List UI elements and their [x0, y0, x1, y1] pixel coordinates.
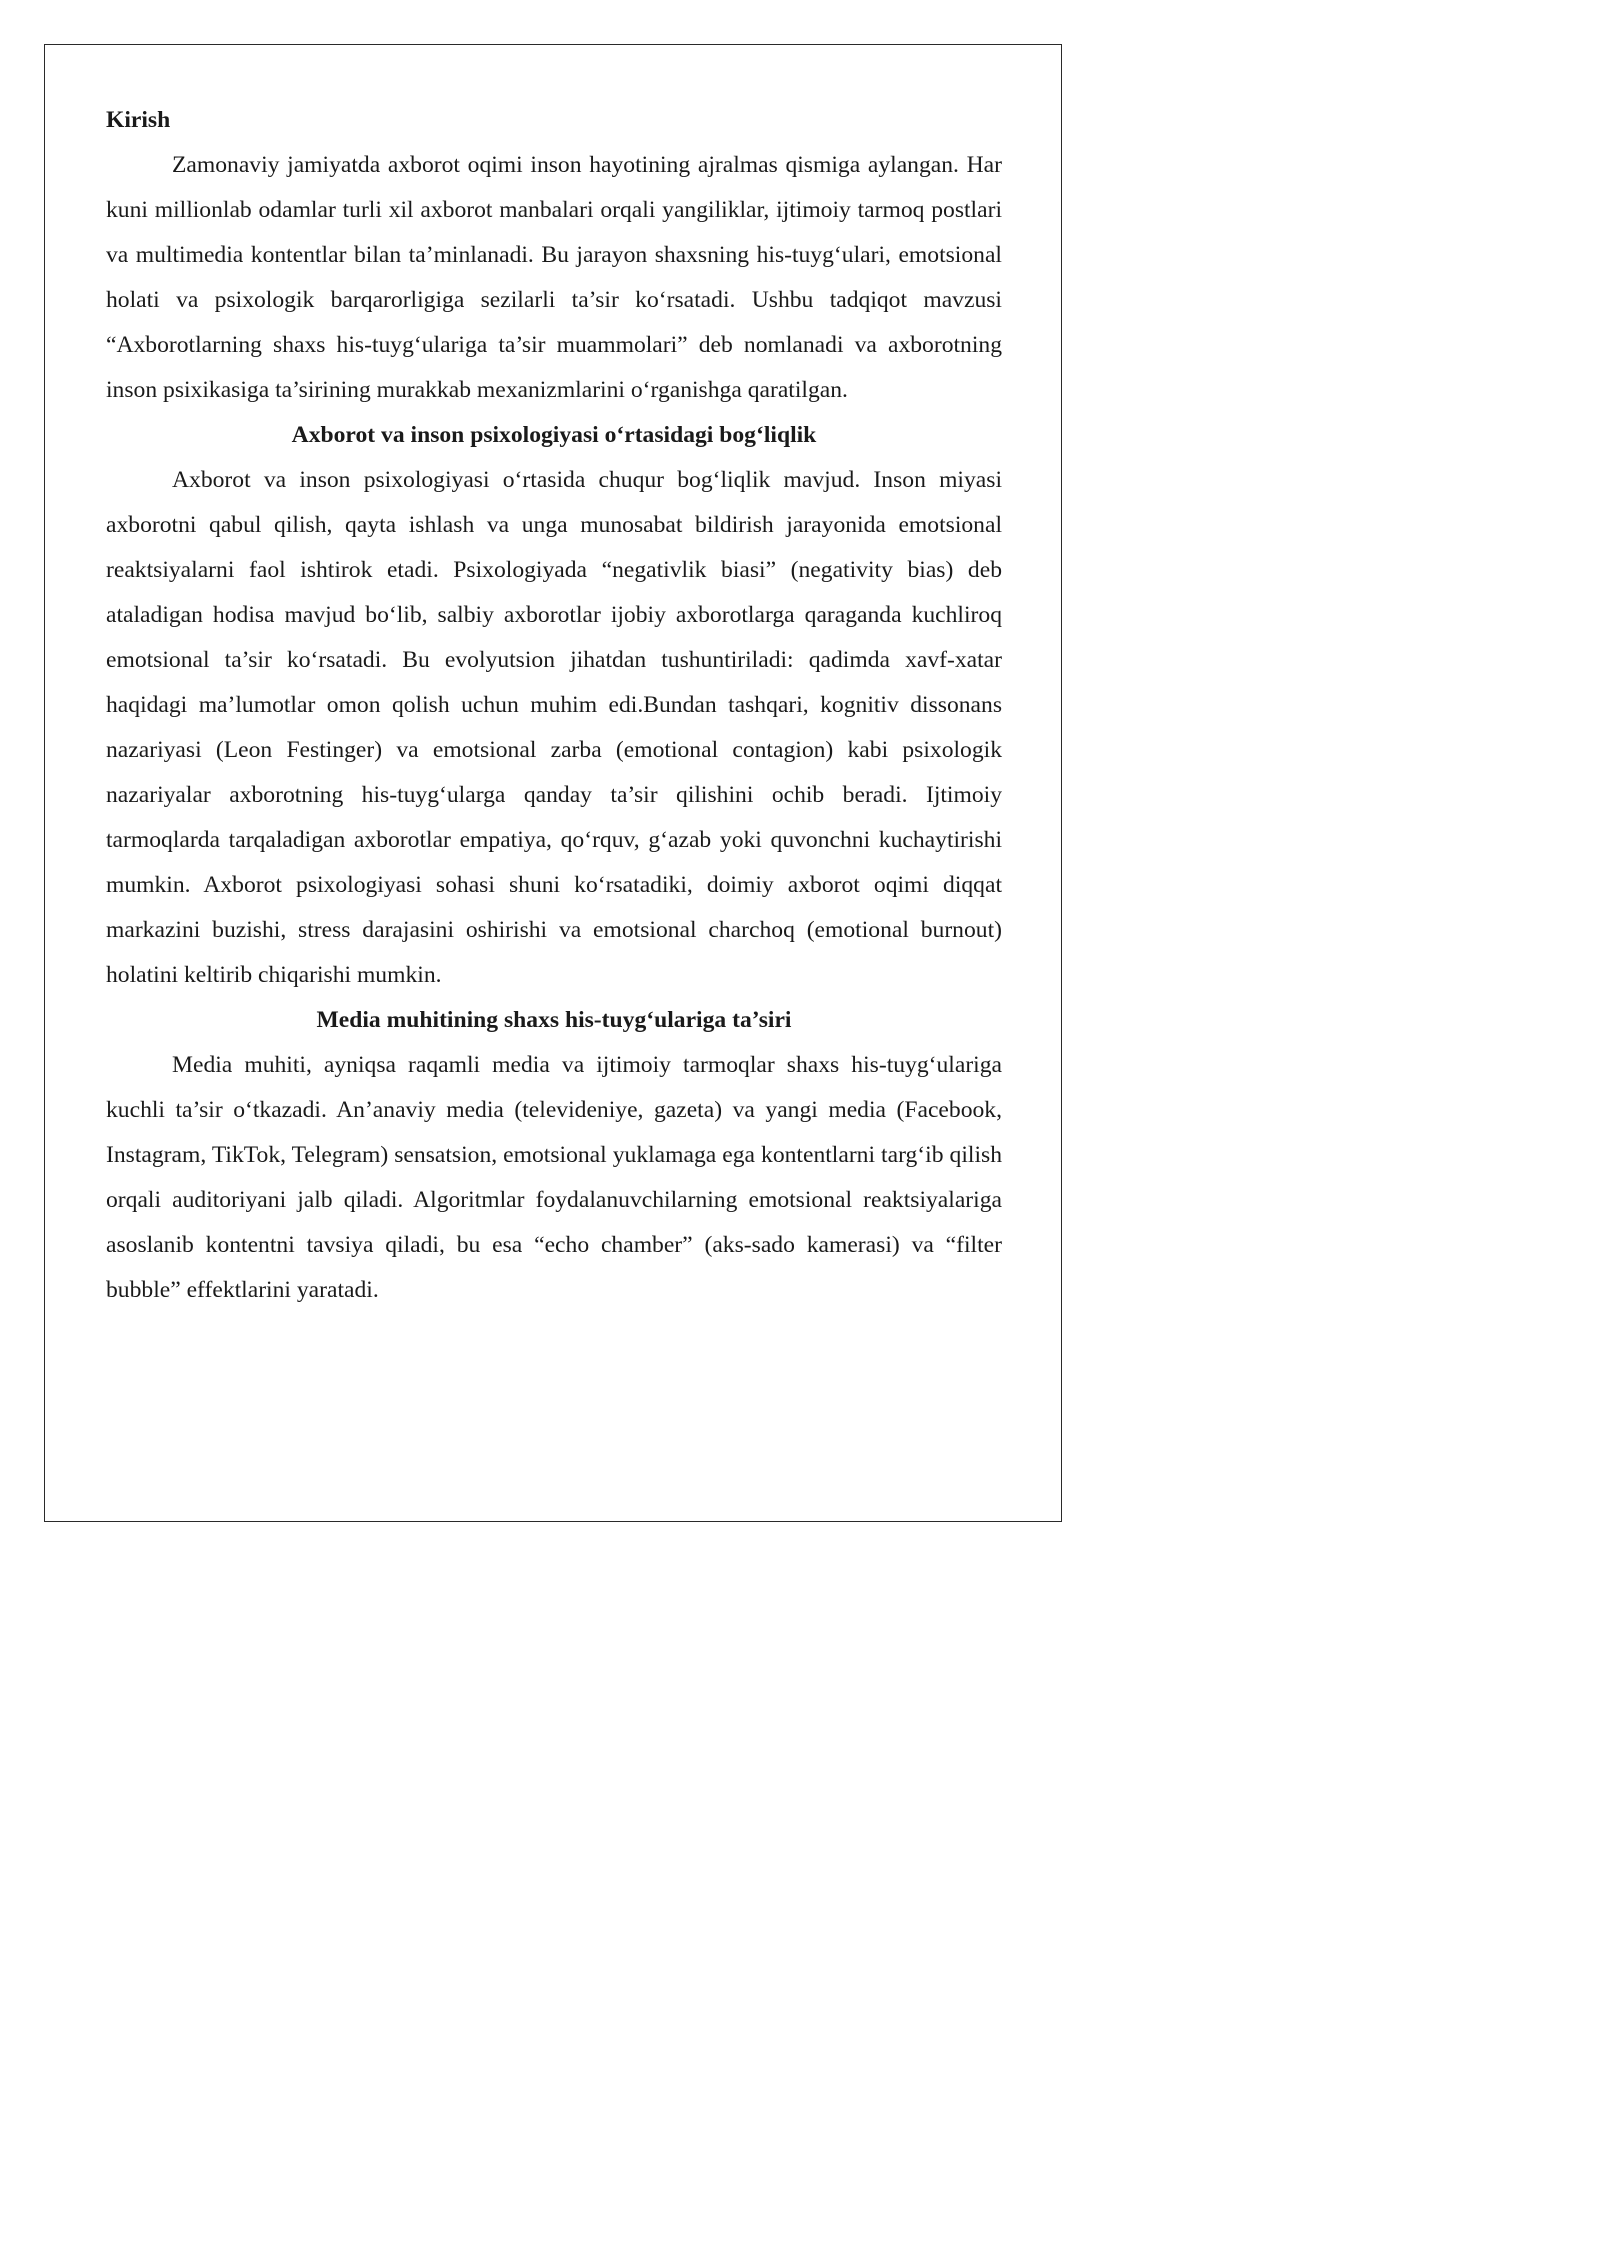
- section1-paragraph: Axborot va inson psixologiyasi o‘rtasida chuqur bog‘liqlik mavjud. Inson miyasi axborotni qabul qilish, qayta ishlash va unga munosabat bildirish jarayonida emotsional reaktsiyalarni faol ishtirok etadi. Psixologiyada “negativlik biasi” (negativity bias) deb ataladigan hodisa mavjud bo‘lib, salbiy axborotlar ijobiy axborotlarga qaraganda kuchliroq emotsional ta’sir ko‘rsatadi. Bu evolyutsion jihatdan tushuntiriladi: qadimda xavf-xatar haqidagi ma’lumotlar omon qolish uchun muhim edi.Bundan tashqari, kognitiv dissonans nazariyasi (Leon Festinger) va emotsional zarba (emotional contagion) kabi psixologik nazariyalar axborotning his-tuyg‘ularga qanday ta’sir qilishini ochib beradi. Ijtimoiy tarmoqlarda tarqaladigan axborotlar empatiya, qo‘rquv, g‘azab yoki quvonchni kuchaytirishi mumkin. Axborot psixologiyasi sohasi shuni ko‘rsatadiki, doimiy axborot oqimi diqqat markazini buzishi, stress darajasini oshirishi va emotsional charchoq (emotional burnout) holatini keltirib chiqarishi mumkin.: [106, 467, 1002, 988]
- section2-paragraph: Media muhiti, ayniqsa raqamli media va ijtimoiy tarmoqlar shaxs his-tuyg‘ulariga kuchli ta’sir o‘tkazadi. An’anaviy media (televideniye, gazeta) va yangi media (Facebook, Instagram, TikTok, Telegram) sensatsion, emotsional yuklamaga ega kontentlarni targ‘ib qilish orqali auditoriyani jalb qiladi. Algoritmlar foydalanuvchilarning emotsional reaktsiyalariga asoslanib kontentni tavsiya qiladi, bu esa “echo chamber” (aks-sado kamerasi) va “filter bubble” effektlarini yaratadi.: [106, 1052, 1002, 1303]
- section1-heading: Axborot va inson psixologiyasi o‘rtasidagi bog‘liqlik: [291, 422, 817, 448]
- intro-heading: Kirish: [106, 107, 171, 133]
- section2-heading: Media muhitining shaxs his-tuyg‘ulariga ta’siri: [316, 1007, 792, 1033]
- intro-paragraph: Zamonaviy jamiyatda axborot oqimi inson hayotining ajralmas qismiga aylangan. Har kuni millionlab odamlar turli xil axborot manbalari orqali yangiliklar, ijtimoiy tarmoq postlari va multimedia kontentlar bilan ta’minlanadi. Bu jarayon shaxsning his-tuyg‘ulari, emotsional holati va psixologik barqarorligiga sezilarli ta’sir ko‘rsatadi. Ushbu tadqiqot mavzusi “Axborotlarning shaxs his-tuyg‘ulariga ta’sir muammolari” deb nomlanadi va axborotning inson psixikasiga ta’sirining murakkab mexanizmlarini o‘rganishga qaratilgan.: [106, 152, 1002, 403]
- document-body: [106, 98, 1002, 1313]
